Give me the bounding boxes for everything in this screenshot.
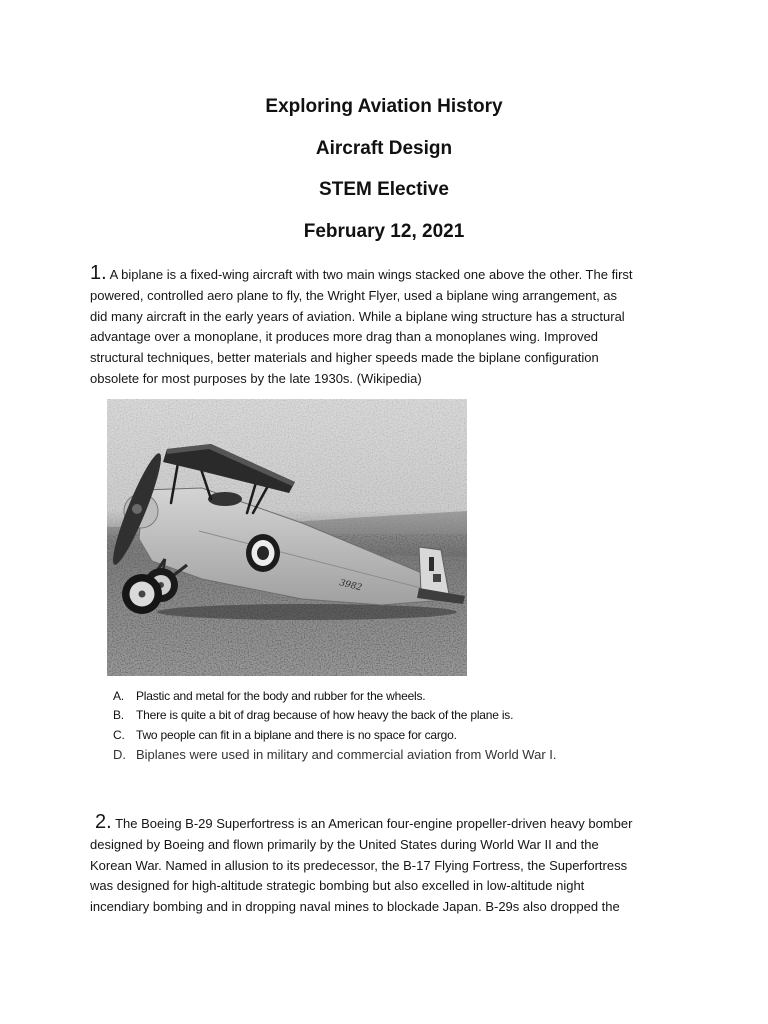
option-text: There is quite a bit of drag because of how heavy the back of the plane is. xyxy=(136,708,514,723)
option-letter: D. xyxy=(113,746,126,762)
document-title: Exploring Aviation History xyxy=(265,96,503,117)
option-text: Biplanes were used in military and commercial aviation from World War I. xyxy=(136,746,557,762)
question-1-line xyxy=(90,260,750,286)
question-2-line: designed by Boeing and flown primarily by the United States during World War II and the xyxy=(90,837,599,852)
propeller-hub xyxy=(132,504,142,514)
tail-marking xyxy=(433,574,441,582)
answer-option-a xyxy=(113,687,713,706)
question-1 xyxy=(90,260,750,389)
option-letter: C. xyxy=(113,727,125,742)
question-1-line: obsolete for most purposes by the late 1930s. (Wikipedia) xyxy=(90,370,422,386)
option-text: Two people can fit in a biplane and there is no space for cargo. xyxy=(136,727,457,742)
option-text: Plastic and metal for the body and rubber for the wheels. xyxy=(136,689,426,703)
answer-option-d xyxy=(113,745,713,764)
question-1-line: powered, controlled aero plane to fly, the Wright Flyer, used a biplane wing arrangement, as xyxy=(90,288,618,303)
question-2 xyxy=(90,809,750,918)
answer-option-c xyxy=(113,726,713,745)
document-subtitle: Aircraft Design xyxy=(315,137,453,159)
question-1-line: advantage over a monoplane, it produces more drag than a monoplanes wing. Improved xyxy=(90,329,599,345)
question-2-line xyxy=(90,809,750,835)
question-number: 1. xyxy=(90,262,107,284)
option-letter: A. xyxy=(113,689,124,703)
aircraft-serial-number: 3982 xyxy=(338,578,363,594)
roundel-center xyxy=(257,546,269,560)
cockpit xyxy=(208,492,242,506)
question-1-line: did many aircraft in the early years of aviation. While a biplane wing structure has a structural xyxy=(90,308,625,324)
question-2-line: was designed for high-altitude strategic bombing but also excelled in low-altitude night xyxy=(90,878,585,894)
question-2-line: Korean War. Named in allusion to its predecessor, the B-17 Flying Fortress, the Superfortress xyxy=(90,857,628,873)
question-number: 2. xyxy=(95,811,112,833)
course-name: STEM Elective xyxy=(319,179,449,200)
document-header xyxy=(0,86,768,252)
question-text: The Boeing B-29 Superfortress is an American four-engine propeller-driven heavy bomber xyxy=(115,816,633,831)
document-date: February 12, 2021 xyxy=(303,220,465,242)
question-text: A biplane is a fixed-wing aircraft with two main wings stacked one above the other. The first xyxy=(109,267,633,282)
question-1-line: structural techniques, better materials and higher speeds made the biplane configuration xyxy=(90,350,599,366)
biplane-photo xyxy=(107,399,467,676)
answer-option-b xyxy=(113,706,713,725)
question-2-line: incendiary bombing and in dropping naval mines to blockade Japan. B-29s also dropped the xyxy=(90,899,620,915)
front-wheel-hub xyxy=(139,591,146,598)
tail-marking xyxy=(429,557,434,571)
biplane-photo-image xyxy=(107,399,467,676)
answer-options xyxy=(113,687,713,764)
plane-shadow xyxy=(157,604,457,620)
option-letter: B. xyxy=(113,708,124,723)
